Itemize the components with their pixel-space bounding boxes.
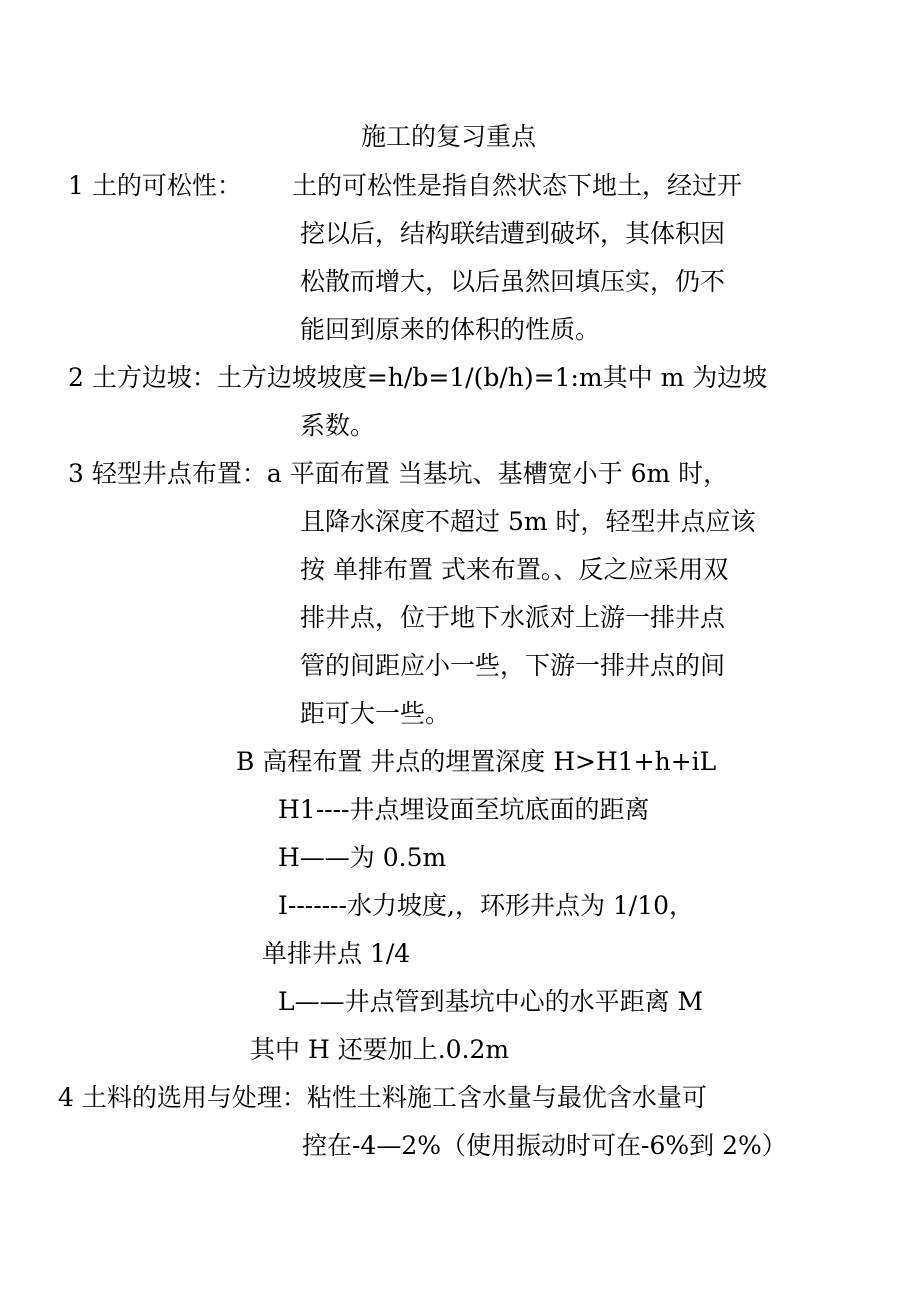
- item-3-text-line-6: 距可大一些。: [300, 699, 451, 728]
- item-3-text-line-5: 管的间距应小一些，下游一排井点的间: [300, 651, 726, 680]
- item-2-text-line-2: 系数。: [300, 411, 376, 440]
- page-title: 施工的复习重点: [361, 122, 537, 151]
- item-3-text-line-3: 按 单排布置 式来布置。、反之应采用双: [300, 555, 729, 584]
- item-1-heading: 1 土的可松性：: [68, 171, 242, 200]
- elevation-layout-line: B 高程布置 井点的埋置深度 H>H1+h+iL: [236, 747, 717, 776]
- definition-l: L——井点管到基坑中心的水平距离 M: [278, 987, 704, 1016]
- item-3-text-line-2: 且降水深度不超过 5m 时，轻型井点应该: [300, 507, 756, 536]
- item-1-text-line-4: 能回到原来的体积的性质。: [300, 315, 601, 344]
- definition-i-single-row: 单排井点 1/4: [262, 939, 411, 968]
- item-2-text-line-1: 2 土方边坡：土方边坡坡度=h/b=1/(b/h)=1:m其中 m 为边坡: [68, 363, 768, 392]
- item-4-text-line-2: 控在-4—2%（使用振动时可在-6%到 2%）: [302, 1131, 787, 1160]
- item-4-text-line-1: 4 土料的选用与处理：粘性土料施工含水量与最优含水量可: [58, 1083, 707, 1112]
- definition-i: I-------水力坡度,，环形井点为 1/10，: [278, 891, 695, 920]
- additional-note: 其中 H 还要加上.0.2m: [250, 1035, 510, 1064]
- item-3-text-line-4: 排井点，位于地下水派对上游一排井点: [300, 603, 726, 632]
- definition-h: H——为 0.5m: [278, 843, 447, 872]
- item-1-text-line-2: 挖以后，结构联结遭到破坏，其体积因: [300, 219, 726, 248]
- definition-h1: H1----井点埋设面至坑底面的距离: [278, 795, 650, 824]
- item-1-text-line-3: 松散而增大，以后虽然回填压实，仍不: [300, 267, 726, 296]
- item-3-text-line-1: 3 轻型井点布置：a 平面布置 当基坑、基槽宽小于 6m 时，: [68, 459, 729, 488]
- item-1-text-line-1: 土的可松性是指自然状态下地土，经过开: [292, 171, 743, 200]
